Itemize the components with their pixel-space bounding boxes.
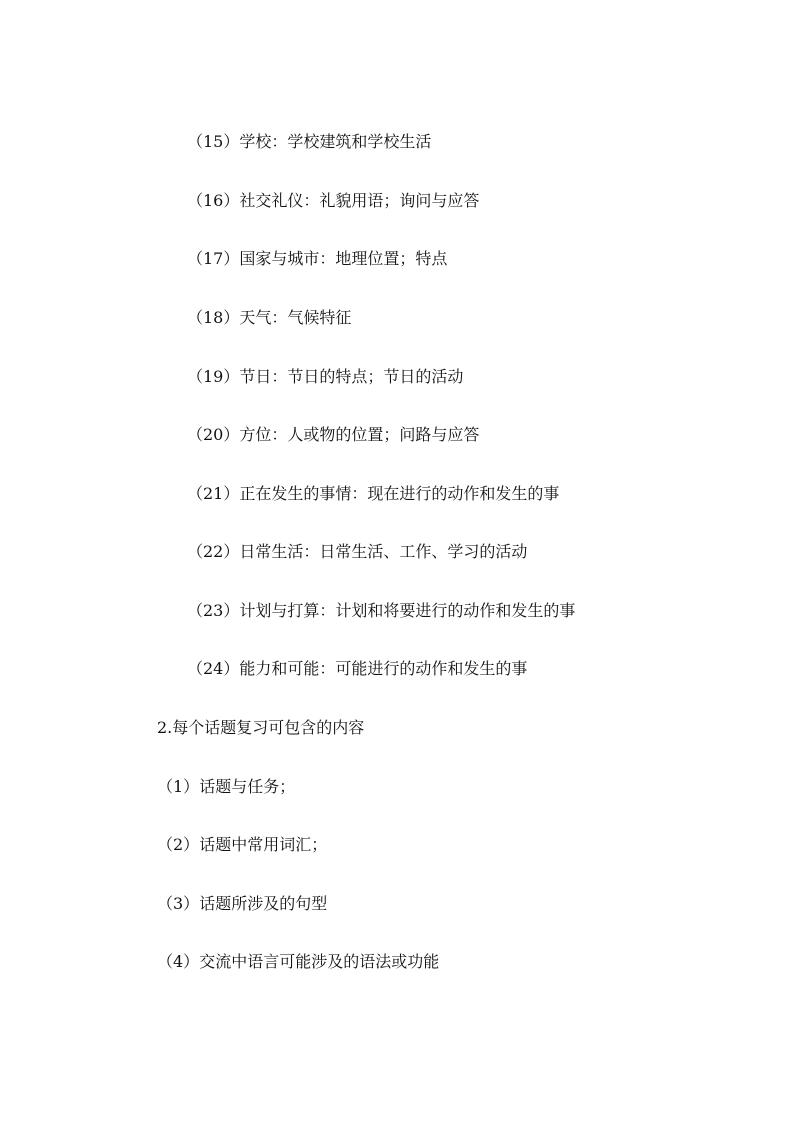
section-heading: 2.每个话题复习可包含的内容 — [157, 718, 365, 737]
content-number: （1） — [157, 777, 200, 796]
topic-item-24 — [187, 659, 527, 679]
topic-item-15 — [187, 132, 431, 152]
topic-item-23 — [187, 601, 575, 621]
topic-text: 正在发生的事情：现在进行的动作和发生的事 — [239, 484, 560, 503]
content-number: （2） — [157, 835, 200, 854]
topic-text: 国家与城市：地理位置；特点 — [239, 249, 448, 268]
content-item-1 — [157, 777, 295, 797]
topic-item-16 — [187, 191, 479, 211]
topic-item-20 — [187, 425, 479, 445]
topic-number: （19） — [187, 367, 240, 386]
topic-text: 天气：气候特征 — [239, 308, 352, 327]
topic-item-21 — [187, 484, 559, 504]
topic-number: （20） — [187, 425, 240, 444]
content-text: 话题与任务； — [199, 777, 296, 796]
topic-text: 社交礼仪：礼貌用语；询问与应答 — [239, 191, 480, 210]
content-number: （3） — [157, 894, 200, 913]
content-number: （4） — [157, 952, 200, 971]
topic-text: 日常生活：日常生活、工作、学习的活动 — [239, 542, 528, 561]
topic-number: （24） — [187, 659, 240, 678]
topic-number: （16） — [187, 191, 240, 210]
topic-text: 节日：节日的特点；节日的活动 — [239, 367, 464, 386]
topic-number: （23） — [187, 601, 240, 620]
topic-item-19 — [187, 367, 463, 387]
topic-number: （22） — [187, 542, 240, 561]
topic-item-22 — [187, 542, 527, 562]
content-text: 话题所涉及的句型 — [199, 894, 328, 913]
topic-text: 学校：学校建筑和学校生活 — [239, 132, 432, 151]
topic-text: 方位：人或物的位置；问路与应答 — [239, 425, 480, 444]
topic-item-17 — [187, 249, 447, 269]
content-text: 话题中常用词汇； — [199, 835, 328, 854]
content-item-3 — [157, 894, 327, 914]
topic-text: 能力和可能：可能进行的动作和发生的事 — [239, 659, 528, 678]
topic-number: （15） — [187, 132, 240, 151]
topic-text: 计划与打算：计划和将要进行的动作和发生的事 — [239, 601, 576, 620]
topic-number: （21） — [187, 484, 240, 503]
topic-number: （18） — [187, 308, 240, 327]
content-item-4 — [157, 952, 439, 972]
topic-item-18 — [187, 308, 351, 328]
content-text: 交流中语言可能涉及的语法或功能 — [199, 952, 440, 971]
content-item-2 — [157, 835, 327, 855]
topic-number: （17） — [187, 249, 240, 268]
